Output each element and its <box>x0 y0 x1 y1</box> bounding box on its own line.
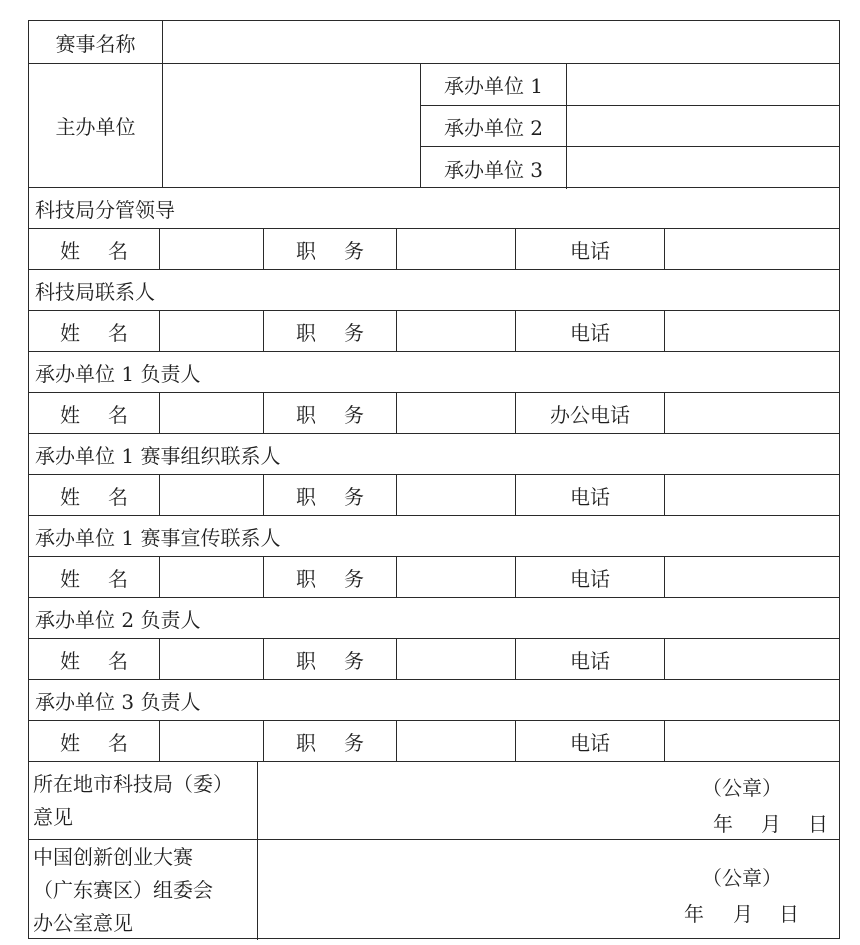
name-label-char: 名 <box>108 238 128 263</box>
opinion-label-line: 中国创新创业大赛 <box>33 844 193 869</box>
date-year-label: 年 <box>684 902 704 926</box>
phone-label: 电话 <box>515 557 664 597</box>
position-label-char: 职 <box>296 484 316 509</box>
name-label <box>29 639 159 679</box>
position-field[interactable] <box>396 721 515 761</box>
position-field[interactable] <box>396 311 515 351</box>
position-label <box>263 393 396 433</box>
city-bureau-opinion-row <box>29 761 839 839</box>
date-day-label: 日 <box>779 902 799 926</box>
contact-row <box>29 474 839 515</box>
position-label-char: 务 <box>344 730 364 755</box>
name-label-char: 姓 <box>60 320 80 345</box>
opinion-label-line: 办公室意见 <box>33 910 133 935</box>
organizer-block <box>29 63 839 187</box>
competition-name-label: 赛事名称 <box>55 31 136 56</box>
position-label-char: 职 <box>296 566 316 591</box>
section-title: 承办单位 1 负责人 <box>35 361 201 386</box>
committee-opinion-row <box>29 839 839 940</box>
name-label-char: 姓 <box>60 484 80 509</box>
opinion-label-line: （广东赛区）组委会 <box>33 877 213 902</box>
name-field[interactable] <box>159 311 263 351</box>
organizer-field[interactable] <box>162 64 420 187</box>
name-field[interactable] <box>159 475 263 515</box>
position-field[interactable] <box>396 393 515 433</box>
section-title-row <box>29 433 839 474</box>
position-label-char: 务 <box>344 320 364 345</box>
phone-label: 电话 <box>515 639 664 679</box>
position-label-char: 职 <box>296 730 316 755</box>
co-organizer-2-label: 承办单位 2 <box>443 116 544 140</box>
position-label-char: 务 <box>344 566 364 591</box>
position-field[interactable] <box>396 557 515 597</box>
phone-label: 办公电话 <box>515 393 664 433</box>
position-label-char: 职 <box>296 648 316 673</box>
position-label-char: 务 <box>344 484 364 509</box>
name-field[interactable] <box>159 229 263 269</box>
date-month-label: 月 <box>761 812 781 836</box>
co-organizer-2-row <box>421 105 839 147</box>
name-label-char: 姓 <box>60 402 80 427</box>
co-organizer-1-label: 承办单位 1 <box>443 74 544 98</box>
committee-opinion-label <box>29 840 257 940</box>
section-title-row <box>29 269 839 310</box>
position-label-char: 职 <box>296 402 316 427</box>
contact-row <box>29 638 839 679</box>
contact-row <box>29 392 839 433</box>
section-title: 承办单位 2 负责人 <box>35 607 201 632</box>
position-label-char: 务 <box>344 238 364 263</box>
date-month-label: 月 <box>733 902 753 926</box>
section-title-row <box>29 187 839 228</box>
phone-label: 电话 <box>515 229 664 269</box>
section-title: 承办单位 1 赛事组织联系人 <box>35 443 281 468</box>
date-year-label: 年 <box>713 812 733 836</box>
name-field[interactable] <box>159 557 263 597</box>
co-organizer-2-field[interactable] <box>566 106 839 147</box>
co-organizer-table <box>420 64 839 187</box>
name-label <box>29 475 159 515</box>
phone-field[interactable] <box>664 639 839 679</box>
opinion-label-line: 所在地市科技局（委） <box>33 771 233 796</box>
city-bureau-opinion-field[interactable] <box>257 762 839 839</box>
name-label-char: 名 <box>108 648 128 673</box>
official-seal-label: （公章） <box>702 776 782 800</box>
name-label-char: 名 <box>108 320 128 345</box>
position-label-char: 职 <box>296 320 316 345</box>
official-seal-label: （公章） <box>702 866 782 890</box>
name-label <box>29 721 159 761</box>
phone-field[interactable] <box>664 311 839 351</box>
section-title: 承办单位 1 赛事宣传联系人 <box>35 525 281 550</box>
contact-row <box>29 720 839 761</box>
position-label <box>263 229 396 269</box>
phone-label: 电话 <box>515 311 664 351</box>
position-label-char: 务 <box>344 648 364 673</box>
city-bureau-opinion-label <box>29 762 257 839</box>
co-organizer-3-row <box>421 146 839 189</box>
name-label-char: 姓 <box>60 566 80 591</box>
phone-label: 电话 <box>515 475 664 515</box>
name-label-char: 名 <box>108 484 128 509</box>
date-day-label: 日 <box>808 812 828 836</box>
name-label-char: 姓 <box>60 730 80 755</box>
phone-field[interactable] <box>664 475 839 515</box>
name-label <box>29 557 159 597</box>
name-label-char: 名 <box>108 566 128 591</box>
committee-opinion-field[interactable] <box>257 840 839 940</box>
section-title-row <box>29 351 839 392</box>
co-organizer-3-field[interactable] <box>566 147 839 189</box>
position-label-char: 职 <box>296 238 316 263</box>
competition-name-field[interactable] <box>162 21 839 63</box>
co-organizer-3-label: 承办单位 3 <box>443 157 544 182</box>
section-title-row <box>29 679 839 720</box>
section-title-row <box>29 597 839 638</box>
name-label <box>29 229 159 269</box>
contact-row <box>29 556 839 597</box>
phone-field[interactable] <box>664 393 839 433</box>
position-label <box>263 557 396 597</box>
organizer-label: 主办单位 <box>55 115 136 139</box>
position-field[interactable] <box>396 475 515 515</box>
contact-row <box>29 228 839 269</box>
section-title: 科技局分管领导 <box>35 197 175 222</box>
phone-label: 电话 <box>515 721 664 761</box>
name-label-char: 名 <box>108 402 128 427</box>
position-label <box>263 475 396 515</box>
name-label-char: 名 <box>108 730 128 755</box>
phone-field[interactable] <box>664 557 839 597</box>
section-title: 承办单位 3 负责人 <box>35 689 201 714</box>
position-label-char: 务 <box>344 402 364 427</box>
section-title: 科技局联系人 <box>35 279 155 304</box>
name-label-char: 姓 <box>60 648 80 673</box>
phone-field[interactable] <box>664 721 839 761</box>
position-field[interactable] <box>396 639 515 679</box>
co-organizer-1-field[interactable] <box>566 64 839 105</box>
position-field[interactable] <box>396 229 515 269</box>
name-field[interactable] <box>159 721 263 761</box>
position-label <box>263 639 396 679</box>
position-label <box>263 721 396 761</box>
contact-row <box>29 310 839 351</box>
name-label <box>29 311 159 351</box>
registration-form <box>28 20 840 939</box>
name-field[interactable] <box>159 393 263 433</box>
opinion-label-line: 意见 <box>33 804 73 829</box>
phone-field[interactable] <box>664 229 839 269</box>
position-label <box>263 311 396 351</box>
name-field[interactable] <box>159 639 263 679</box>
competition-name-row <box>29 21 839 63</box>
name-label-char: 姓 <box>60 238 80 263</box>
co-organizer-1-row <box>421 64 839 105</box>
name-label <box>29 393 159 433</box>
section-title-row <box>29 515 839 556</box>
